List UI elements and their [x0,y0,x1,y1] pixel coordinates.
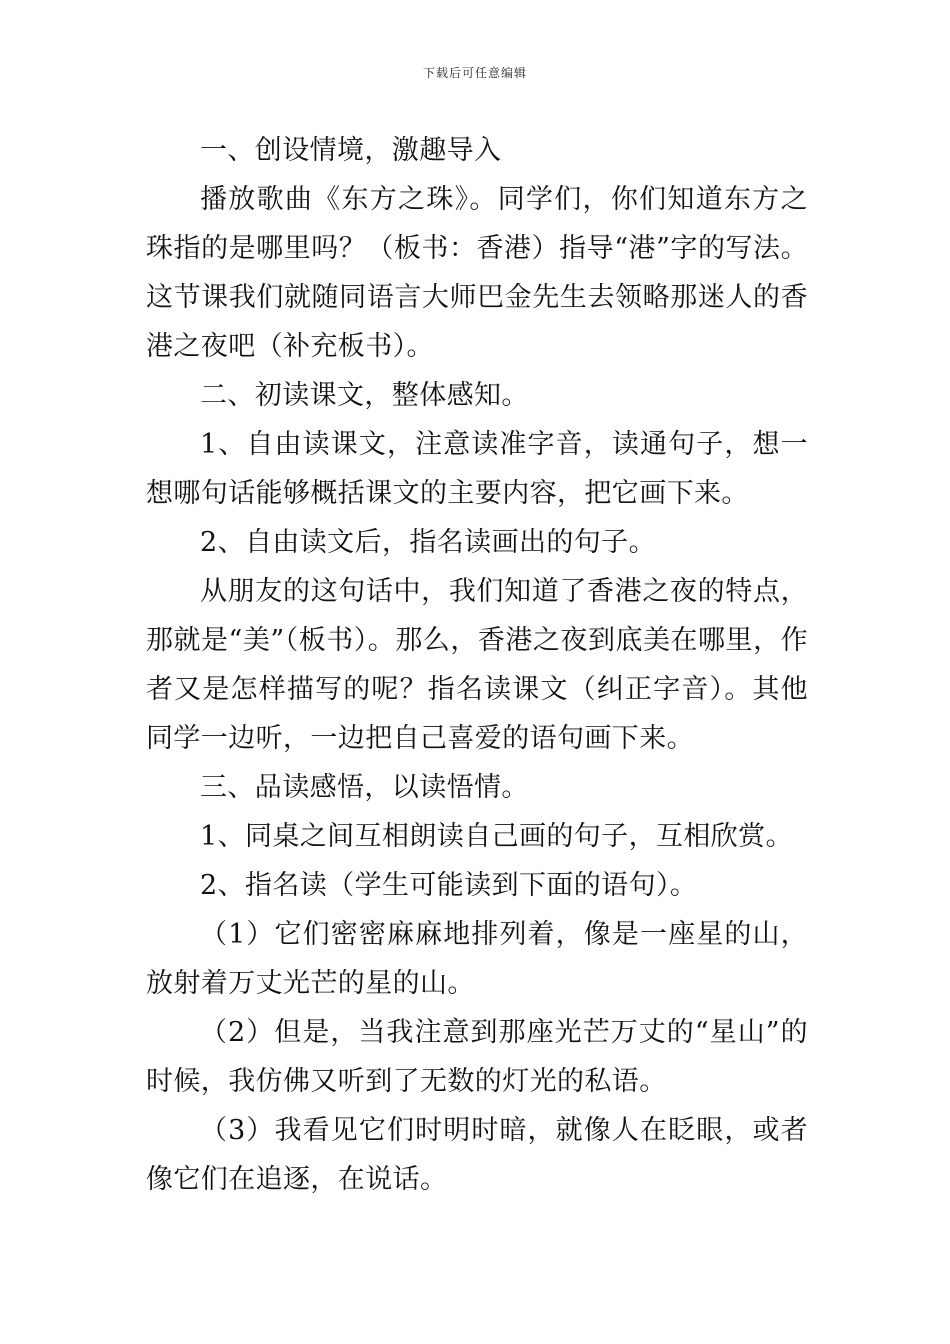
paragraph-intro: 播放歌曲《东方之珠》。同学们，你们知道东方之珠指的是哪里吗？（板书：香港）指导“港”字的写法。这节课我们就随同语言大师巴金先生去领略那迷人的香港之夜吧（补充板书）。 [146,184,808,362]
paragraph-explanation: 从朋友的这句话中，我们知道了香港之夜的特点，那就是“美”（板书）。那么，香港之夜到底美在哪里，作者又是怎样描写的呢？指名读课文（纠正字音）。其他同学一边听，一边把自己喜爱的语句画下来。 [146,576,808,754]
document-body [146,126,808,1204]
quote-sentence-2: （2）但是，当我注意到那座光芒万丈的“星山”的时候，我仿佛又听到了无数的灯光的私语。 [146,1017,808,1097]
page-header-note: 下载后可任意编辑 [422,66,527,80]
paragraph-named-reading: 2、指名读（学生可能读到下面的语句）。 [200,870,698,901]
paragraph-step-2: 2、自由读文后，指名读画出的句子。 [200,527,656,558]
section-heading-1: 一、创设情境，激趣导入 [200,135,502,166]
quote-sentence-1: （1）它们密密麻麻地排列着，像是一座星的山，放射着万丈光芒的星的山。 [146,919,808,999]
section-heading-2: 二、初读课文，整体感知。 [200,380,529,411]
paragraph-pair-reading: 1、同桌之间互相朗读自己画的句子，互相欣赏。 [200,821,793,852]
section-heading-3: 三、品读感悟，以读悟情。 [200,772,529,803]
paragraph-step-1: 1、自由读课文，注意读准字音，读通句子，想一想哪句话能够概括课文的主要内容，把它画下来。 [146,429,808,509]
quote-sentence-3: （3）我看见它们时明时暗，就像人在眨眼，或者像它们在追逐，在说话。 [146,1115,808,1195]
